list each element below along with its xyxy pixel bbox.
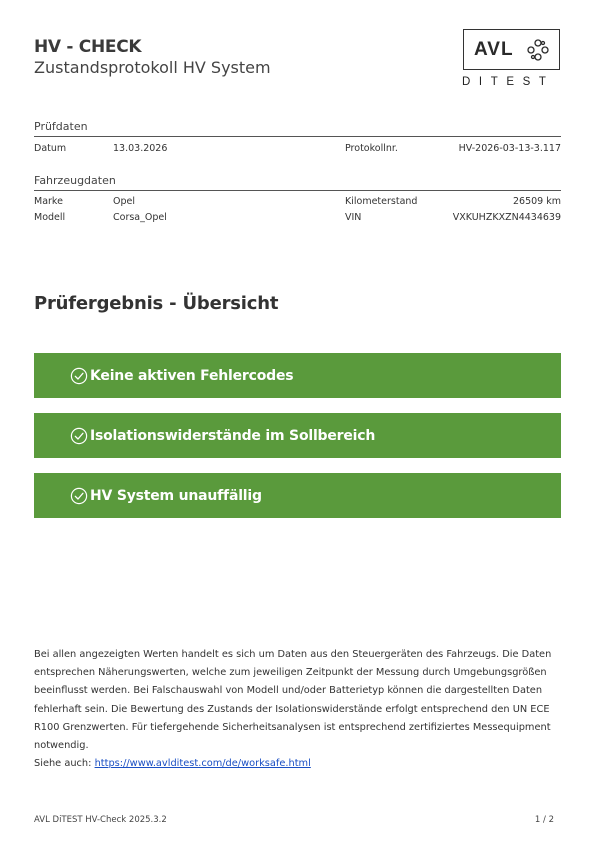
result-label: HV System unauffällig (90, 487, 262, 504)
vin-label: VIN (345, 212, 362, 223)
page-title: HV - CHECK (34, 37, 142, 57)
section-heading-fahrzeugdaten: Fahrzeugdaten (34, 174, 561, 191)
result-heading: Prüfergebnis - Übersicht (34, 293, 279, 314)
disclaimer-text: Bei allen angezeigten Werten handelt es sich um Daten aus den Steuergeräten des Fahrzeugs. Die Daten entsprechen Näherungswerten, welche zum jeweiligen Zeitpunkt der Messung durch Umgebungsgrößen beeinflusst werden. Bei Falschauswahl von Modell und/oder Batterietyp können die dargestellten Daten fehlerhaft sein. Die Bewertung des Zustands der Isolationswiderstände erfolgt entsprechend den UN ECE R100 Grenzwerten. Für tiefergehende Sicherheitsanalysen ist entsprechend zertifiziertes Messequipment notwendig. (34, 649, 552, 752)
protokoll-value: HV-2026-03-13-3.117 (458, 143, 561, 154)
page-number: 1 / 2 (534, 815, 554, 825)
footer-version: AVL DiTEST HV-Check 2025.3.2 (34, 815, 167, 825)
marke-label: Marke (34, 196, 63, 207)
see-also-label: Siehe auch: (34, 758, 92, 770)
datum-label: Datum (34, 143, 67, 154)
km-label: Kilometerstand (345, 196, 418, 207)
result-bar-isolation (34, 413, 561, 458)
marke-value: Opel (113, 196, 135, 207)
km-value: 26509 km (513, 196, 561, 207)
result-bar-fehlercodes (34, 353, 561, 398)
worksafe-link[interactable]: https://www.avlditest.com/de/worksafe.html (94, 758, 311, 770)
page-subtitle: Zustandsprotokoll HV System (34, 58, 271, 77)
result-bar-hv-system (34, 473, 561, 518)
avl-logo (463, 29, 560, 70)
vin-value: VXKUHZKXZN4434639 (452, 212, 561, 223)
result-label: Isolationswiderstände im Sollbereich (90, 427, 376, 444)
result-label: Keine aktiven Fehlercodes (90, 367, 294, 384)
logo-ditest-text: DITEST (462, 76, 555, 88)
logo-avl-text: AVL (474, 39, 514, 60)
check-circle-icon (70, 487, 88, 505)
check-circle-icon (70, 367, 88, 385)
check-circle-icon (70, 427, 88, 445)
section-heading-pruefdaten: Prüfdaten (34, 120, 561, 137)
modell-value: Corsa_Opel (113, 212, 167, 223)
disclaimer (34, 646, 559, 773)
avl-logo-mark-icon (526, 38, 550, 62)
protokoll-label: Protokollnr. (345, 143, 398, 154)
datum-value: 13.03.2026 (113, 143, 168, 154)
modell-label: Modell (34, 212, 66, 223)
